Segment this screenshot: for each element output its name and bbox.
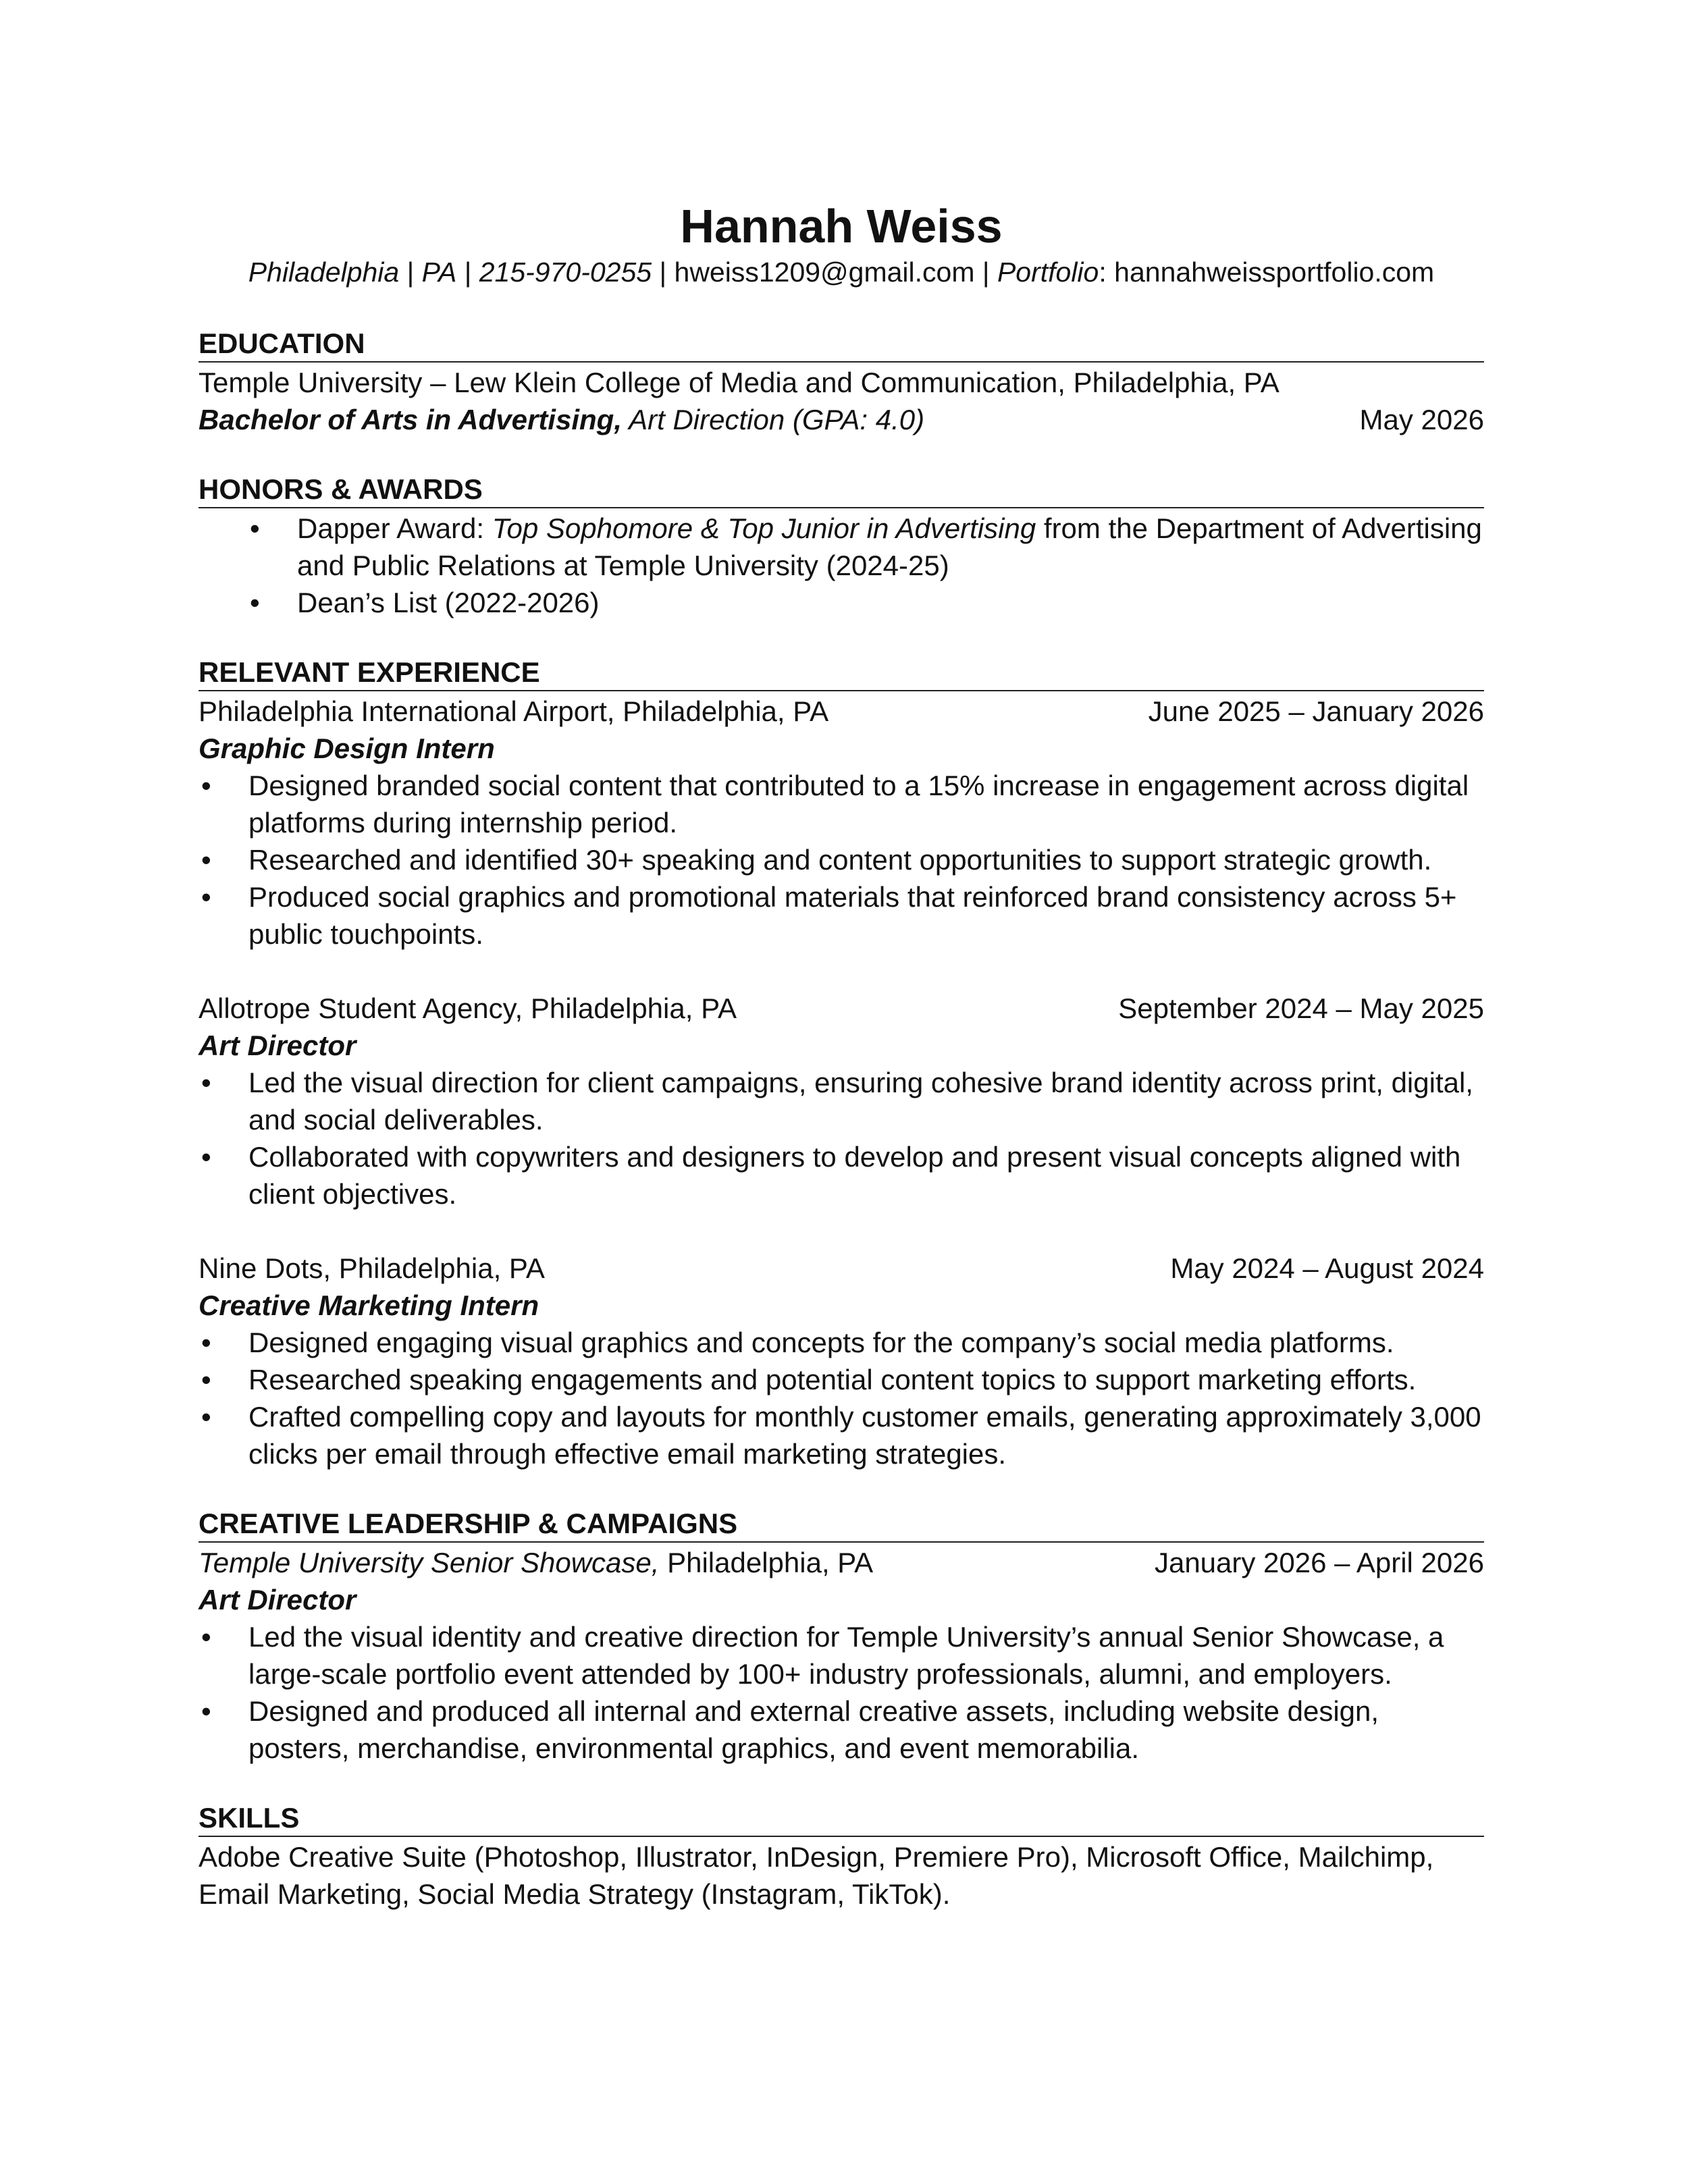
resume-content — [199, 196, 1484, 1913]
job-role: Art Director — [199, 1030, 357, 1061]
candidate-name: Hannah Weiss — [680, 200, 1003, 252]
leadership-dates: January 2026 – April 2026 — [1154, 1547, 1484, 1578]
job-dates: September 2024 – May 2025 — [1118, 992, 1484, 1024]
list-item: • Designed branded social content that contributed to a 15% increase in engagement across digital platforms during internship period. — [199, 767, 1484, 841]
honors-list — [199, 510, 1484, 621]
job-org: Allotrope Student Agency, Philadelphia, PA — [199, 992, 737, 1024]
job-entry — [199, 990, 1484, 1213]
list-item: • Designed and produced all internal and external creative assets, including website design, posters, merchandise, environmental graphics, and event memorabilia. — [199, 1693, 1484, 1767]
education-school: Temple University – Lew Klein College of Media and Communication, Philadelphia, PA — [199, 367, 1280, 398]
contact-separator: | — [399, 257, 422, 288]
contact-state: PA — [421, 257, 457, 288]
leadership-org: Temple University Senior Showcase, — [199, 1547, 660, 1578]
job-dates: May 2024 – August 2024 — [1170, 1252, 1484, 1284]
skills-section — [199, 1801, 1484, 1913]
skills-heading: SKILLS — [199, 1801, 1484, 1837]
leadership-section — [199, 1506, 1484, 1767]
list-item: • Led the visual identity and creative direction for Temple University’s annual Senior Showcase, a large-scale portfolio event attended by 100+ industry professionals, alumni, and employers. — [199, 1618, 1484, 1693]
education-concentration: Art Direction (GPA: 4.0) — [622, 404, 925, 435]
skills-text: Adobe Creative Suite (Photoshop, Illustrator, InDesign, Premiere Pro), Microsoft Office, Mailchimp, Email Marketing, Social Media Strategy (Instagram, TikTok). — [199, 1841, 1434, 1910]
job-org: Philadelphia International Airport, Philadelphia, PA — [199, 695, 829, 727]
education-date: May 2026 — [1359, 404, 1484, 435]
education-degree: Bachelor of Arts in Advertising, — [199, 404, 622, 435]
portfolio-link[interactable]: hannahweissportfolio.com — [1114, 257, 1435, 288]
list-item: • Led the visual direction for client campaigns, ensuring cohesive brand identity across print, digital, and social deliverables. — [199, 1064, 1484, 1138]
job-bullets — [199, 767, 1484, 953]
contact-phone: 215-970-0255 — [479, 257, 652, 288]
list-item: • Researched and identified 30+ speaking and content opportunities to support strategic growth. — [199, 841, 1484, 878]
list-item: • Dean’s List (2022-2026) — [199, 584, 1484, 621]
contact-separator: | — [652, 257, 675, 288]
honors-section — [199, 472, 1484, 621]
contact-city: Philadelphia — [248, 257, 400, 288]
contact-email[interactable]: hweiss1209@gmail.com — [674, 257, 975, 288]
list-item: • Designed engaging visual graphics and concepts for the company’s social media platforms. — [199, 1324, 1484, 1361]
leadership-bullets — [199, 1618, 1484, 1767]
job-bullets — [199, 1324, 1484, 1472]
job-entry — [199, 1250, 1484, 1472]
education-degree-row — [199, 401, 1484, 438]
experience-section — [199, 655, 1484, 1472]
list-item: • Collaborated with copywriters and designers to develop and present visual concepts aligned with client objectives. — [199, 1138, 1484, 1213]
job-org: Nine Dots, Philadelphia, PA — [199, 1252, 545, 1284]
experience-heading: RELEVANT EXPERIENCE — [199, 655, 1484, 691]
job-entry — [199, 693, 1484, 953]
job-dates: June 2025 – January 2026 — [1148, 695, 1484, 727]
leadership-role: Art Director — [199, 1584, 357, 1616]
contact-separator: | — [456, 257, 479, 288]
honors-heading: HONORS & AWARDS — [199, 472, 1484, 508]
job-bullets — [199, 1064, 1484, 1213]
list-item: • Produced social graphics and promotional materials that reinforced brand consistency across 5+ public touchpoints. — [199, 878, 1484, 953]
portfolio-label: Portfolio — [997, 257, 1099, 288]
leadership-location: Philadelphia, PA — [659, 1547, 874, 1578]
list-item: • Researched speaking engagements and potential content topics to support marketing efforts. — [199, 1361, 1484, 1398]
job-role: Creative Marketing Intern — [199, 1289, 539, 1321]
list-item: • Crafted compelling copy and layouts for monthly customer emails, generating approximately 3,000 clicks per email through effective email marketing strategies. — [199, 1398, 1484, 1472]
job-role: Graphic Design Intern — [199, 733, 495, 764]
education-heading: EDUCATION — [199, 326, 1484, 363]
education-section — [199, 326, 1484, 438]
list-item: • Dapper Award: Top Sophomore & Top Junior in Advertising from the Department of Advertising and Public Relations at Temple University (2024-25) — [199, 510, 1484, 584]
contact-separator: | — [974, 257, 997, 288]
leadership-heading: CREATIVE LEADERSHIP & CAMPAIGNS — [199, 1506, 1484, 1543]
contact-line: Philadelphia | PA | 215-970-0255 | hweiss1209@gmail.com | Portfolio: hannahweissportfolio.com — [248, 257, 1435, 288]
